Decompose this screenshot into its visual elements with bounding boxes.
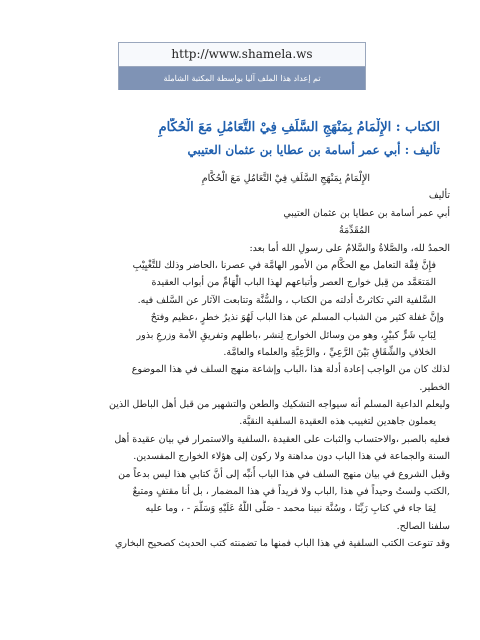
body-line: الخلافِ والشِّقَاقِ بَيْنَ الرَّعِيِّ ، والرَّعِيَّةِ والعلماء والعامَّة. [223,346,436,358]
book-author: تأليف : أبي عمر أسامة بن عطايا بن عثمان العتيبي [187,143,440,157]
body-line: تأليف [428,190,450,202]
body-line: وليعلم الداعية المسلم أنه سيواجه التشكيك والطعن والتشهير من قبل أهل الباطل الذين [109,399,450,411]
body-line: فعليه بالصبر ،والاحتساب والثبات على العقيدة ،السلفية والاستمرار في بيان عقيدة أهل [114,433,450,445]
body-line: وقبل الشروع في بيان منهج السلف في هذا الباب أُنبِّه إلى أنَّ كتابي هذا ليس بدعاً من [118,468,450,480]
source-subtitle: تم إعداد هذا الملف آليا بواسطة المكتبة الشاملة [119,67,365,90]
body-line: وإنَّ غفلة كثير من الشباب المسلم عن هذا الباب لَهُوَ نذيرُ خطرٍ ،عظيم وفتحٌ [150,312,444,324]
body-line: المَتعَمَّد من قِبل خوارج العصر وأتباعهم لهذا الباب الْهَامِّ من أبواب العقيدة [151,277,436,289]
body-line: لِمَا جاء في كتابِ رَبِّنَا ، وسُنَّة نبينا محمد - صَلَّى اللَّهُ عَلَيْهِ وَسَلَّمَ - ، وما عليه [145,503,436,515]
body-line: ,الكتب ولستُ وحيداً في هذا ,الباب ولا فريداً في هذا المضمار ، بل أنا مقتفٍ ومتبعٌ [132,486,450,498]
body-line: سلفنا الصالح. [396,520,450,532]
source-header [118,42,366,90]
body-line: الخطير. [419,381,450,393]
body-line: المُقَدِّمَةُ [338,225,370,237]
source-url[interactable]: http://www.shamela.ws [119,43,365,67]
document-body [30,170,450,553]
book-title-block [40,118,440,160]
body-line: الحمدُ لله، والصَّلاةُ والسَّلامُ على رسولِ الله أما بعد: [249,242,450,254]
body-line: يعملون جاهدين لتغييب هذه العقيدة السلفية النقيَّة. [239,416,436,428]
body-line: الإِلْمَامُ بِمَنْهَجِ السَّلَفِ فِيْ التَّعَامُلِ مَعَ الْحُكَّامِ [201,173,370,184]
body-line: وقد تنوعت الكتب السلفية في هذا الباب فمنها ما تضمنته كتب الحديث كصحيح البخاري [114,538,450,550]
body-line: فإِنَّ فِقْهَ التعامل مع الحكَّام من الأمور الهامَّة في عصرنا ،الحاضر وذلك للتَّغْيِيْبِ [132,259,436,271]
body-line: السنة والجماعة في هذا الباب دون مداهنة ولا ركون إلى هؤلاء الخوارج المفسدين. [133,451,450,463]
body-line: السَّلفية التي تكاثرتْ أدلته من الكتاب ، والسُّنَّة وتتابعت الآثار عن السَّلف فيه. [137,294,436,306]
body-line: لِبَابِ شَرٍّ كبيْرٍ، وهو من وسائل الخوارج لِنشر ،باطلهم وتفريقِ الأمة وزرعِ بذور [136,329,436,341]
book-title: الكتاب : الإِلْمَامُ بِمَنْهَجِ السَّلَفِ فِيْ التَّعَامُلِ مَعَ الْحُكَّامِ [158,120,440,135]
body-line: أبي عمر أسامة بن عطايا بن عثمان العتيبي [283,207,450,219]
body-line: لذلك كان من الواجب إعادة أدلة هذا ،الباب وإشاعة منهج السلف في هذا الموضوع [131,364,450,376]
